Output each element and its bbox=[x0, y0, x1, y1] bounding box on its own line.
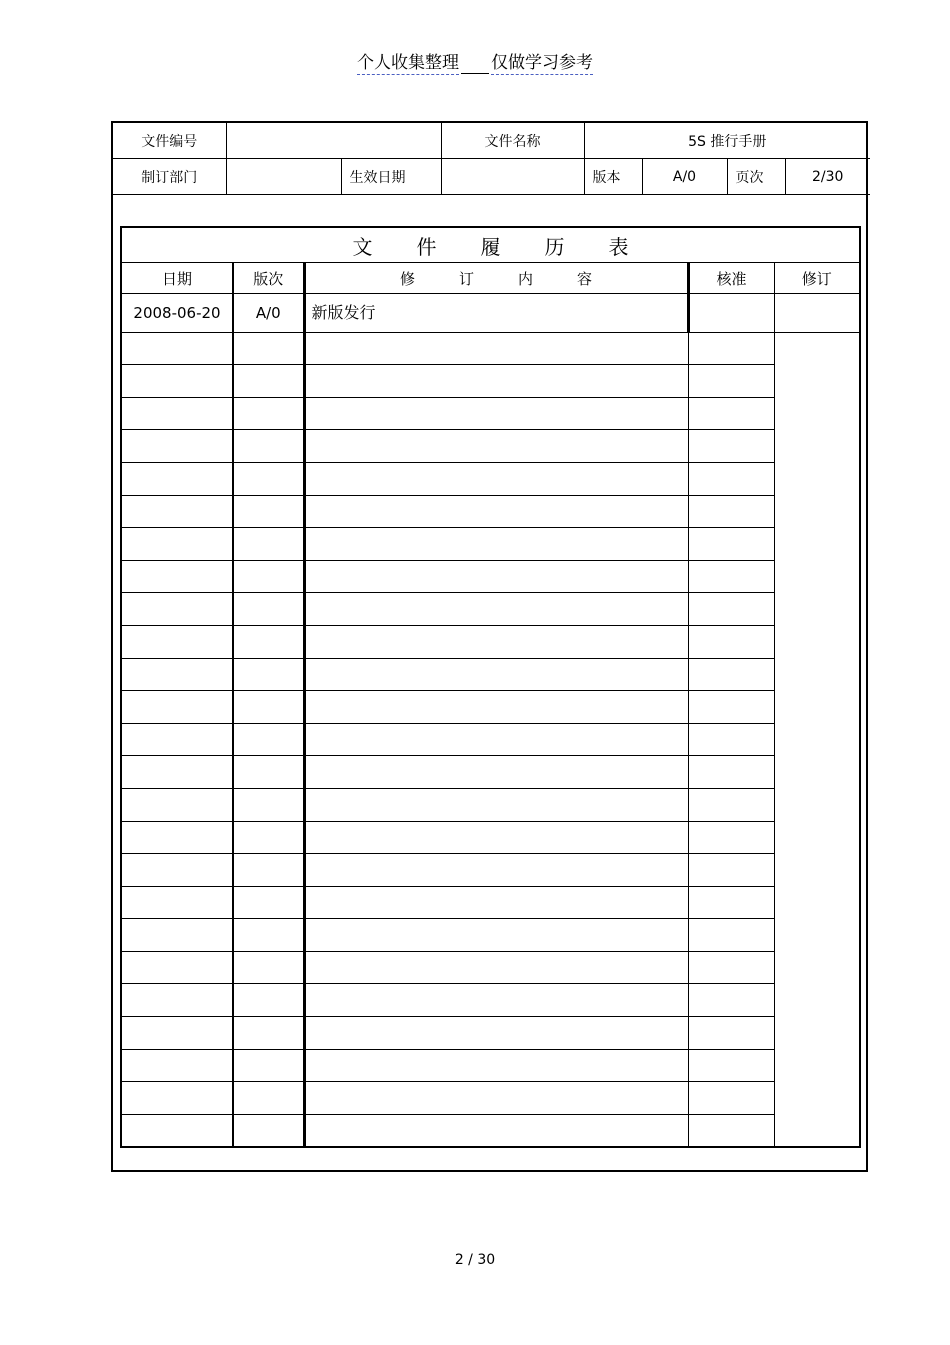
row-date bbox=[121, 984, 233, 1017]
dept-value bbox=[226, 159, 341, 195]
row-date bbox=[121, 951, 233, 984]
row-revise bbox=[774, 294, 860, 333]
table-row-empty bbox=[121, 332, 860, 365]
row-revise bbox=[688, 365, 774, 398]
row-revise bbox=[688, 495, 774, 528]
page-number: 2 / 30 bbox=[454, 1252, 496, 1268]
history-title-char: 履 bbox=[480, 234, 501, 259]
row-content: 新版发行 bbox=[304, 294, 688, 333]
row-version bbox=[233, 462, 304, 495]
table-row-empty bbox=[121, 984, 860, 1017]
row-version bbox=[233, 951, 304, 984]
row-date bbox=[121, 365, 233, 398]
table-row-empty bbox=[121, 430, 860, 463]
row-date bbox=[121, 788, 233, 821]
row-approve bbox=[304, 821, 688, 854]
row-approve bbox=[304, 1082, 688, 1115]
col-header-content-char: 修 bbox=[399, 269, 415, 288]
version-label: 版本 bbox=[584, 159, 642, 195]
table-row-empty bbox=[121, 625, 860, 658]
row-revise bbox=[688, 984, 774, 1017]
table-row-empty bbox=[121, 658, 860, 691]
effective-date-label: 生效日期 bbox=[341, 159, 441, 195]
row-date bbox=[121, 854, 233, 887]
row-date bbox=[121, 756, 233, 789]
table-row-empty bbox=[121, 1017, 860, 1050]
row-approve bbox=[304, 951, 688, 984]
row-approve bbox=[304, 886, 688, 919]
version-value: A/0 bbox=[642, 159, 727, 195]
row-version bbox=[233, 886, 304, 919]
row-revise bbox=[688, 886, 774, 919]
table-row-empty bbox=[121, 723, 860, 756]
row-date: 2008-06-20 bbox=[121, 294, 233, 333]
row-revise bbox=[688, 1049, 774, 1082]
table-row-empty bbox=[121, 951, 860, 984]
row-approve bbox=[304, 691, 688, 724]
row-approve bbox=[304, 625, 688, 658]
col-header-content-char: 容 bbox=[577, 269, 593, 288]
doc-no-value bbox=[226, 123, 441, 159]
table-row-empty bbox=[121, 462, 860, 495]
row-approve bbox=[304, 593, 688, 626]
table-row-empty bbox=[121, 788, 860, 821]
col-header-revise: 修订 bbox=[774, 263, 860, 294]
table-row-empty bbox=[121, 593, 860, 626]
row-date bbox=[121, 723, 233, 756]
history-title-char: 件 bbox=[416, 234, 437, 259]
row-version bbox=[233, 560, 304, 593]
row-revise bbox=[688, 462, 774, 495]
row-revise bbox=[688, 821, 774, 854]
table-row-empty bbox=[121, 691, 860, 724]
row-date bbox=[121, 658, 233, 691]
row-approve bbox=[304, 365, 688, 398]
row-revise bbox=[688, 1114, 774, 1147]
row-revise bbox=[688, 397, 774, 430]
row-approve bbox=[304, 788, 688, 821]
page-label: 页次 bbox=[727, 159, 785, 195]
page-value: 2/30 bbox=[785, 159, 870, 195]
row-revise bbox=[688, 1082, 774, 1115]
row-date bbox=[121, 593, 233, 626]
row-approve bbox=[304, 919, 688, 952]
row-revise bbox=[688, 625, 774, 658]
row-version bbox=[233, 365, 304, 398]
row-date bbox=[121, 691, 233, 724]
row-version bbox=[233, 1114, 304, 1147]
row-revise bbox=[688, 658, 774, 691]
col-header-date: 日期 bbox=[121, 263, 233, 294]
col-header-content-char: 订 bbox=[458, 269, 474, 288]
row-date bbox=[121, 919, 233, 952]
row-revise bbox=[688, 528, 774, 561]
table-row-empty bbox=[121, 886, 860, 919]
row-revise bbox=[688, 919, 774, 952]
row-approve bbox=[304, 756, 688, 789]
row-version bbox=[233, 1049, 304, 1082]
row-version bbox=[233, 723, 304, 756]
row-version bbox=[233, 593, 304, 626]
table-row-empty bbox=[121, 528, 860, 561]
row-approve bbox=[304, 430, 688, 463]
page-header bbox=[0, 48, 950, 74]
row-version bbox=[233, 430, 304, 463]
row-version bbox=[233, 397, 304, 430]
header-left-text: 个人收集整理 bbox=[357, 53, 459, 73]
table-row-empty bbox=[121, 560, 860, 593]
col-header-version: 版次 bbox=[233, 263, 304, 294]
row-date bbox=[121, 495, 233, 528]
row-version bbox=[233, 332, 304, 365]
row-date bbox=[121, 1082, 233, 1115]
row-date bbox=[121, 462, 233, 495]
row-approve bbox=[304, 1114, 688, 1147]
history-title bbox=[121, 227, 860, 263]
table-row-empty bbox=[121, 1114, 860, 1147]
row-approve bbox=[304, 723, 688, 756]
effective-date-value bbox=[441, 159, 584, 195]
row-revise bbox=[688, 788, 774, 821]
row-approve bbox=[304, 528, 688, 561]
row-approve bbox=[304, 1049, 688, 1082]
table-row bbox=[121, 294, 860, 333]
row-date bbox=[121, 625, 233, 658]
row-date bbox=[121, 1114, 233, 1147]
table-row-empty bbox=[121, 397, 860, 430]
row-date bbox=[121, 886, 233, 919]
row-version bbox=[233, 1017, 304, 1050]
row-approve bbox=[304, 854, 688, 887]
row-revise bbox=[688, 560, 774, 593]
row-version bbox=[233, 625, 304, 658]
row-date bbox=[121, 397, 233, 430]
row-revise bbox=[688, 332, 774, 365]
row-revise bbox=[688, 1017, 774, 1050]
history-title-char: 表 bbox=[608, 234, 629, 259]
row-version bbox=[233, 756, 304, 789]
row-approve bbox=[304, 462, 688, 495]
document-meta-table bbox=[113, 123, 870, 195]
row-approve bbox=[304, 560, 688, 593]
table-row-empty bbox=[121, 919, 860, 952]
doc-no-label: 文件编号 bbox=[113, 123, 226, 159]
row-approve bbox=[304, 397, 688, 430]
header-separator bbox=[461, 53, 489, 74]
row-approve bbox=[304, 984, 688, 1017]
row-date bbox=[121, 430, 233, 463]
dept-label: 制订部门 bbox=[113, 159, 226, 195]
row-revise bbox=[688, 854, 774, 887]
col-header-content bbox=[304, 263, 688, 294]
row-version bbox=[233, 691, 304, 724]
table-row-empty bbox=[121, 365, 860, 398]
row-revise bbox=[688, 593, 774, 626]
row-approve bbox=[304, 495, 688, 528]
row-date bbox=[121, 821, 233, 854]
history-title-char: 历 bbox=[544, 234, 565, 259]
row-revise bbox=[688, 756, 774, 789]
row-revise bbox=[688, 691, 774, 724]
row-version bbox=[233, 528, 304, 561]
table-row-empty bbox=[121, 495, 860, 528]
history-title-char: 文 bbox=[352, 234, 373, 259]
table-row-empty bbox=[121, 1082, 860, 1115]
row-version bbox=[233, 495, 304, 528]
header-right-text: 仅做学习参考 bbox=[491, 53, 593, 73]
row-revise bbox=[688, 951, 774, 984]
row-version bbox=[233, 821, 304, 854]
col-header-content-char: 内 bbox=[518, 269, 534, 288]
table-row-empty bbox=[121, 821, 860, 854]
row-revise bbox=[688, 723, 774, 756]
row-approve bbox=[688, 294, 774, 333]
row-date bbox=[121, 1049, 233, 1082]
doc-name-value: 5S 推行手册 bbox=[584, 123, 870, 159]
row-date bbox=[121, 332, 233, 365]
row-version bbox=[233, 984, 304, 1017]
row-approve bbox=[304, 1017, 688, 1050]
row-version bbox=[233, 788, 304, 821]
row-version bbox=[233, 919, 304, 952]
table-row-empty bbox=[121, 756, 860, 789]
row-version bbox=[233, 658, 304, 691]
row-version bbox=[233, 1082, 304, 1115]
col-header-approve: 核准 bbox=[688, 263, 774, 294]
row-version: A/0 bbox=[233, 294, 304, 333]
row-approve bbox=[304, 658, 688, 691]
row-revise bbox=[688, 430, 774, 463]
table-row-empty bbox=[121, 1049, 860, 1082]
table-row-empty bbox=[121, 854, 860, 887]
row-date bbox=[121, 528, 233, 561]
row-date bbox=[121, 560, 233, 593]
row-approve bbox=[304, 332, 688, 365]
doc-name-label: 文件名称 bbox=[441, 123, 584, 159]
revision-history-table bbox=[120, 226, 861, 1148]
row-version bbox=[233, 854, 304, 887]
row-date bbox=[121, 1017, 233, 1050]
